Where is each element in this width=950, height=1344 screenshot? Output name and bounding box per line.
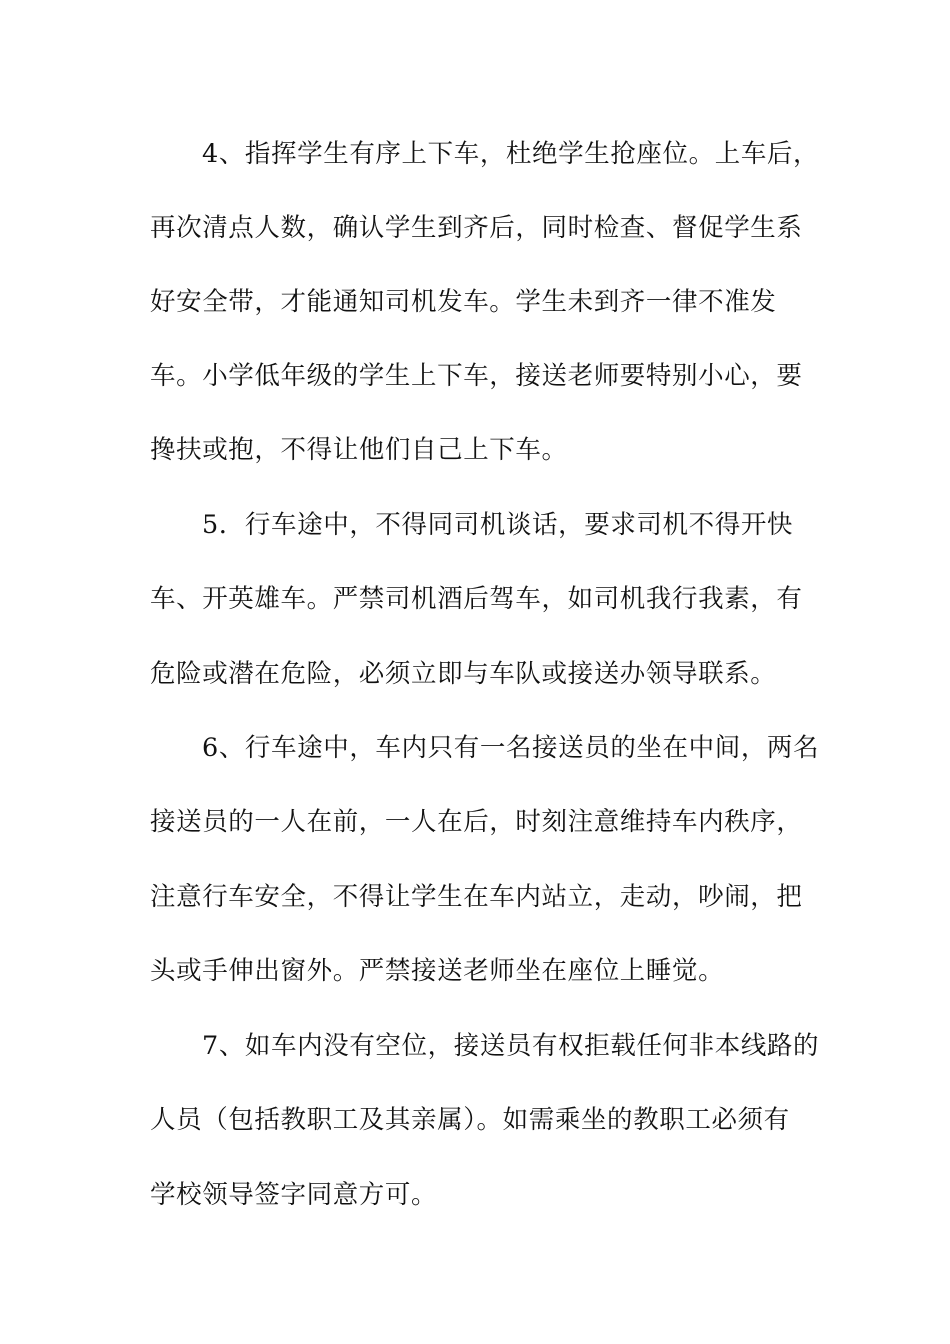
paragraph-5-line-2: 车、开英雄车。严禁司机酒后驾车，如司机我行我素，有 [150,584,803,614]
paragraph-5-line-3: 危险或潜在危险，必须立即与车队或接送办领导联系。 [150,659,777,689]
paragraph-6-line-3: 注意行车安全，不得让学生在车内站立，走动，吵闹，把 [150,882,803,912]
paragraph-4-line-4: 车。小学低年级的学生上下车，接送老师要特别小心，要 [150,361,803,391]
paragraph-5-line-1: 5．行车途中，不得同司机谈话，要求司机不得开快 [202,510,794,540]
paragraph-7-line-3: 学校领导签字同意方可。 [150,1180,438,1210]
paragraph-4-line-2: 再次清点人数，确认学生到齐后，同时检查、督促学生系 [150,213,803,243]
paragraph-7-line-2: 人员（包括教职工及其亲属）。如需乘坐的教职工必须有 [150,1105,790,1135]
paragraph-6-line-4: 头或手伸出窗外。严禁接送老师坐在座位上睡觉。 [150,956,725,986]
paragraph-6-line-2: 接送员的一人在前，一人在后，时刻注意维持车内秩序， [150,807,803,837]
paragraph-4-line-3: 好安全带，才能通知司机发车。学生未到齐一律不准发 [150,287,777,317]
paragraph-4-line-1: 4、指挥学生有序上下车，杜绝学生抢座位。上车后， [202,139,820,169]
paragraph-7-line-1: 7、如车内没有空位，接送员有权拒载任何非本线路的 [202,1031,820,1061]
paragraph-4-line-5: 搀扶或抱，不得让他们自己上下车。 [150,435,568,465]
paragraph-6-line-1: 6、行车途中，车内只有一名接送员的坐在中间，两名 [202,733,820,763]
